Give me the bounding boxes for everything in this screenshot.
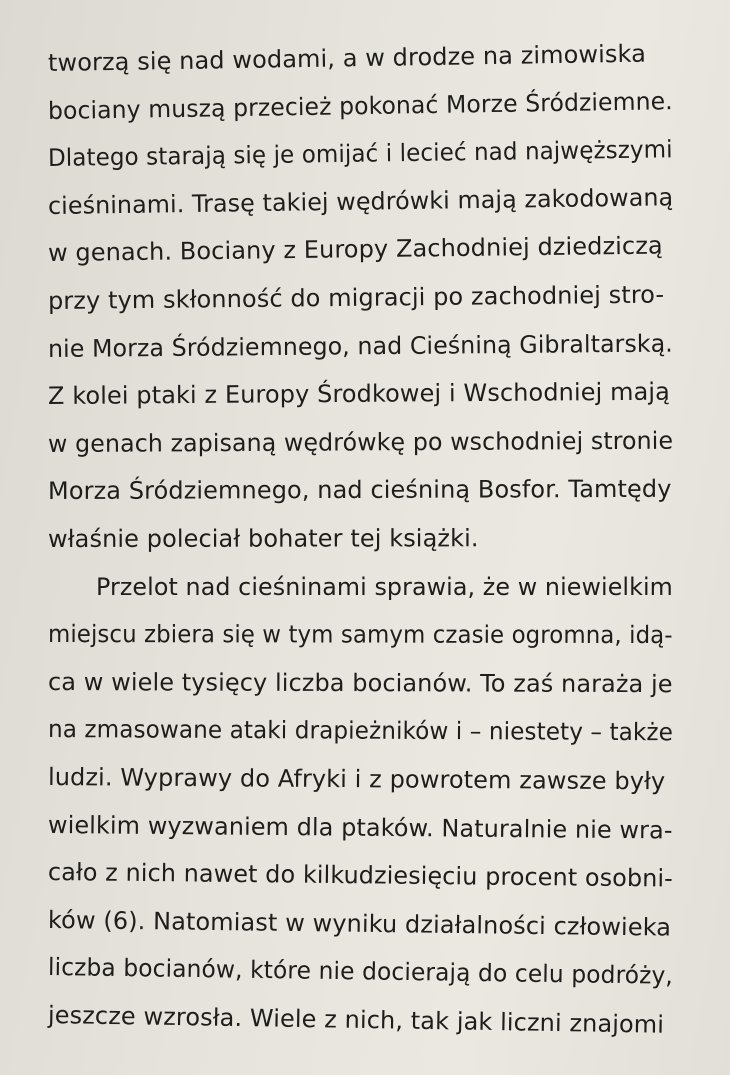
text-line-4: cieśninami. Trasę takiej wędrówki mają zakodowaną xyxy=(47,183,674,220)
text-line-3: Dlatego starają się je omijać i lecieć nad najwęższymi xyxy=(47,135,673,173)
text-line-8: Z kolei ptaki z Europy Środkowej i Wschodniej mają xyxy=(47,377,671,411)
text-line-1: tworzą się nad wodami, a w drodze na zimowiska xyxy=(47,39,647,77)
text-line-20: liczba bocianów, które nie docierają do celu podróży, xyxy=(47,953,674,991)
text-line-12: Przelot nad cieśninami sprawia, że w niewielkim xyxy=(96,572,673,601)
text-line-13: miejscu zbiera się w tym samym czasie ogromna, idą- xyxy=(47,620,673,650)
text-line-5: w genach. Bociany z Europy Zachodniej dziedziczą xyxy=(47,231,663,268)
text-line-7: nie Morza Śródziemnego, nad Cieśniną Gibraltarską. xyxy=(47,329,673,363)
text-line-21: jeszcze wzrosła. Wiele z nich, tak jak liczni znajomi xyxy=(47,1001,665,1039)
text-line-15: na zmasowane ataki drapieżników i – niestety – także xyxy=(47,715,674,747)
text-line-17: wielkim wyzwaniem dla ptaków. Naturalnie nie wra- xyxy=(47,810,673,845)
text-line-2: bociany muszą przecież pokonać Morze Śródziemne. xyxy=(47,86,673,125)
text-line-14: ca w wiele tysięcy liczba bocianów. To zaś naraża je xyxy=(47,667,673,698)
text-line-6: przy tym skłonność do migracji po zachodniej stro- xyxy=(47,280,665,315)
text-line-19: ków (6). Natomiast w wyniku działalności człowieka xyxy=(47,905,672,942)
text-line-9: w genach zapisaną wędrówkę po wschodniej stronie xyxy=(47,426,674,458)
text-line-10: Morza Śródziemnego, nad cieśniną Bosfor. Tamtędy xyxy=(47,475,672,506)
text-line-18: cało z nich nawet do kilkudziesięciu procent osobni- xyxy=(47,858,674,893)
text-line-16: ludzi. Wyprawy do Afryki i z powrotem zawsze były xyxy=(47,763,666,796)
text-line-11: właśnie poleciał bohater tej książki. xyxy=(47,524,479,553)
